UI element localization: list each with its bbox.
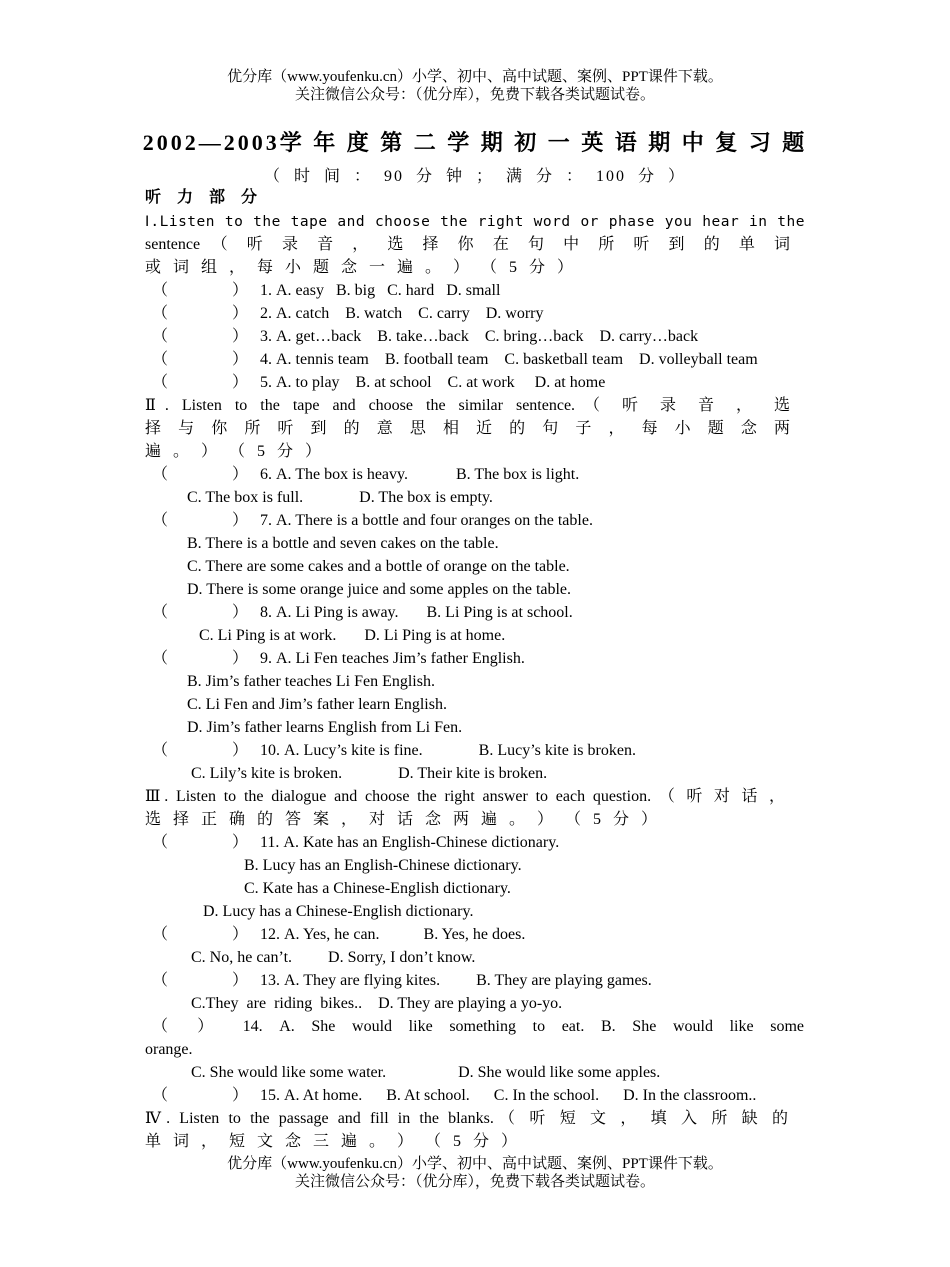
exam-line: B. Lucy has an English-Chinese dictionary.	[244, 857, 522, 874]
exam-line: 选 择 正 确 的 答 案 ， 对 话 念 两 遍 。 ） （ 5 分 ）	[145, 811, 662, 828]
exam-line: （ ） 15. A. At home. B. At school. C. In the school. D. In the classroom..	[152, 1087, 757, 1104]
exam-line: C.They are riding bikes.. D. They are playing a yo-yo.	[191, 995, 563, 1012]
exam-line: C. Lily’s kite is broken. D. Their kite is broken.	[191, 765, 548, 782]
exam-line: Ⅰ.Listen to the tape and choose the right word or phase you hear in the	[145, 214, 805, 230]
exam-line: 单 词 ， 短 文 念 三 遍 。 ） （ 5 分 ）	[145, 1133, 522, 1150]
exam-line: orange.	[145, 1041, 193, 1058]
exam-line: C. Kate has a Chinese-English dictionary.	[244, 880, 511, 897]
exam-line: 择 与 你 所 听 到 的 意 思 相 近 的 句 子 ， 每 小 题 念 两	[145, 420, 790, 437]
section-heading: 听 力 部 分	[145, 189, 264, 206]
exam-line: D. Lucy has a Chinese-English dictionary.	[203, 903, 474, 920]
exam-line: （ ） 3. A. get…back B. take…back C. bring…back D. carry…back	[152, 328, 699, 345]
exam-line: （ ） 2. A. catch B. watch C. carry D. worry	[152, 305, 544, 322]
exam-line: C. Li Fen and Jim’s father learn English.	[187, 696, 447, 713]
exam-line: （ ） 14. A. She would like something to eat. B. She would like some	[152, 1018, 804, 1035]
exam-line: （ ） 10. A. Lucy’s kite is fine. B. Lucy’s kite is broken.	[152, 742, 636, 759]
exam-info: （ 时 间 ： 90 分 钟 ； 满 分 ： 100 分 ）	[263, 168, 686, 185]
footer-line-2: 关注微信公众号：（优分库），免费下载各类试题试卷。	[294, 1174, 655, 1190]
header-line-1: 优分库（www.youfenku.cn）小学、初中、高中试题、案例、PPT课件下载。	[227, 69, 723, 85]
exam-line: Ⅱ. Listen to the tape and choose the similar sentence.（ 听 录 音 ， 选	[145, 397, 790, 414]
exam-line: Ⅲ. Listen to the dialogue and choose the right answer to each question. （ 听 对 话 ，	[145, 788, 785, 805]
exam-line: （ ） 13. A. They are flying kites. B. They are playing games.	[152, 972, 652, 989]
page-title: 2002—2003学 年 度 第 二 学 期 初 一 英 语 期 中 复 习 题	[142, 130, 808, 155]
exam-line: C. No, he can’t. D. Sorry, I don’t know.	[191, 949, 476, 966]
exam-line: C. She would like some water. D. She would like some apples.	[191, 1064, 661, 1081]
footer-line-1: 优分库（www.youfenku.cn）小学、初中、高中试题、案例、PPT课件下载。	[227, 1156, 723, 1172]
exam-line: C. The box is full. D. The box is empty.	[187, 489, 493, 506]
exam-line: （ ） 5. A. to play B. at school C. at work D. at home	[152, 374, 606, 391]
exam-line: 遍 。 ） （ 5 分 ）	[145, 443, 326, 460]
exam-line: Ⅳ. Listen to the passage and fill in the blanks.（ 听 短 文 ， 填 入 所 缺 的	[145, 1110, 788, 1127]
exam-line: （ ） 9. A. Li Fen teaches Jim’s father English.	[152, 650, 525, 667]
exam-line: C. Li Ping is at work. D. Li Ping is at home.	[199, 627, 506, 644]
exam-line: （ ） 6. A. The box is heavy. B. The box is light.	[152, 466, 580, 483]
exam-line: （ ） 7. A. There is a bottle and four oranges on the table.	[152, 512, 593, 529]
exam-line: （ ） 8. A. Li Ping is away. B. Li Ping is at school.	[152, 604, 573, 621]
exam-line: B. Jim’s father teaches Li Fen English.	[187, 673, 435, 690]
exam-line: 或 词 组 ， 每 小 题 念 一 遍 。 ） （ 5 分 ）	[145, 259, 578, 276]
exam-line: D. There is some orange juice and some apples on the table.	[187, 581, 572, 598]
exam-line: D. Jim’s father learns English from Li Fen.	[187, 719, 463, 736]
exam-line: （ ） 1. A. easy B. big C. hard D. small	[152, 282, 501, 299]
exam-line: sentence （ 听 录 音 ， 选 择 你 在 句 中 所 听 到 的 单 词	[145, 236, 790, 253]
exam-line: （ ） 12. A. Yes, he can. B. Yes, he does.	[152, 926, 526, 943]
exam-line: （ ） 4. A. tennis team B. football team C. basketball team D. volleyball team	[152, 351, 758, 368]
header-line-2: 关注微信公众号：（优分库），免费下载各类试题试卷。	[294, 87, 655, 103]
exam-line: B. There is a bottle and seven cakes on the table.	[187, 535, 499, 552]
exam-line: （ ） 11. A. Kate has an English-Chinese dictionary.	[152, 834, 560, 851]
exam-line: C. There are some cakes and a bottle of orange on the table.	[187, 558, 570, 575]
